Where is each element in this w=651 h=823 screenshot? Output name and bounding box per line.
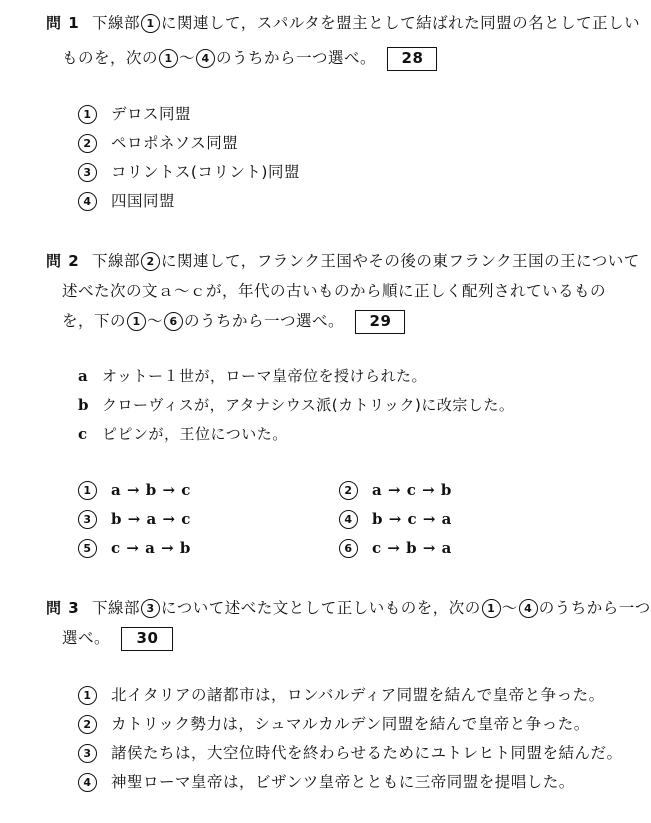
option-number: 6 — [339, 539, 358, 558]
option-number: 3 — [78, 163, 97, 182]
option-number: 3 — [78, 744, 97, 763]
q2-option-2[interactable] — [338, 481, 452, 500]
q2-statement-a — [78, 365, 427, 386]
option-number: 1 — [78, 481, 97, 500]
option-number: 4 — [78, 192, 97, 211]
q2-text-line2: 述べた次の文ａ〜ｃが，年代の古いものから順に正しく配列されているもの — [62, 282, 607, 300]
option-number: 2 — [78, 134, 97, 153]
q2-text-line3 — [62, 309, 405, 334]
q1-text-1a: 下線部 — [92, 14, 141, 32]
option-text: ペロポネソス同盟 — [111, 134, 239, 152]
q3-label: 問 3 — [46, 599, 80, 617]
option-text: c → b → a — [372, 539, 452, 557]
option-text: a → b → c — [111, 481, 191, 499]
q3-option-4[interactable] — [77, 770, 575, 792]
option-number: 2 — [78, 715, 97, 734]
q2-text-3a: を，下の — [62, 312, 127, 330]
q1-answer-box[interactable]: 28 — [387, 47, 437, 71]
statement-label: b — [78, 396, 89, 414]
q2-range-end: 6 — [164, 312, 183, 331]
q3-option-2[interactable] — [77, 712, 590, 734]
option-number: 1 — [78, 105, 97, 124]
q1-range-start: 1 — [159, 49, 178, 68]
q3-text-line1 — [92, 596, 651, 618]
q2-tilde: 〜 — [147, 312, 164, 330]
q2-option-5[interactable] — [77, 539, 191, 558]
statement-label: a — [78, 367, 89, 385]
q3-answer-box[interactable]: 30 — [121, 627, 173, 651]
q1-text-1b: に関連して，スパルタを盟主として結ばれた同盟の名として正しい — [161, 14, 641, 32]
q3-range-end: 4 — [519, 599, 538, 618]
q1-option-4[interactable] — [77, 189, 175, 211]
q1-label: 問 1 — [46, 14, 80, 32]
option-text: a → c → b — [372, 481, 452, 499]
q2-option-3[interactable] — [77, 510, 191, 529]
q3-option-3[interactable] — [77, 741, 623, 763]
q1-option-2[interactable] — [77, 131, 238, 153]
q2-option-1[interactable] — [77, 481, 191, 500]
option-text: 北イタリアの諸都市は，ロンバルディア同盟を結んで皇帝と争った。 — [111, 686, 605, 704]
option-text: コリントス(コリント)同盟 — [111, 163, 300, 181]
q1-tilde: 〜 — [179, 49, 196, 67]
option-number: 1 — [78, 686, 97, 705]
option-text: デロス同盟 — [111, 105, 192, 123]
statement-label: c — [78, 425, 88, 443]
q2-label: 問 2 — [46, 252, 80, 270]
statement-text: ピピンが，王位についた。 — [102, 425, 288, 443]
q2-statement-b — [78, 394, 514, 415]
q2-text-3b: のうちから一つ選べ。 — [184, 312, 345, 330]
option-number: 4 — [339, 510, 358, 529]
q1-text-line2 — [62, 46, 437, 71]
underline-marker-1: 1 — [141, 14, 160, 33]
option-number: 3 — [78, 510, 97, 529]
q2-answer-box[interactable]: 29 — [355, 310, 405, 334]
underline-marker-2: 2 — [141, 252, 160, 271]
q3-option-1[interactable] — [77, 683, 605, 705]
q3-text-1b: について述べた文として正しいものを，次の — [161, 599, 481, 617]
statement-text: オットー１世が，ローマ皇帝位を授けられた。 — [102, 367, 428, 385]
q2-statement-c — [78, 423, 288, 444]
q1-range-end: 4 — [196, 49, 215, 68]
q1-text-2a: ものを，次の — [62, 49, 159, 67]
underline-marker-3: 3 — [141, 599, 160, 618]
option-text: b → a → c — [111, 510, 191, 528]
option-number: 4 — [78, 773, 97, 792]
q3-range-start: 1 — [482, 599, 501, 618]
option-text: c → a → b — [111, 539, 191, 557]
q3-text-1c: のうちから一つ — [538, 599, 651, 617]
statement-text: クローヴィスが，アタナシウス派(カトリック)に改宗した。 — [102, 396, 515, 414]
q1-text-line1 — [92, 11, 640, 33]
option-number: 2 — [339, 481, 358, 500]
option-text: 神聖ローマ皇帝は，ビザンツ皇帝とともに三帝同盟を提唱した。 — [111, 773, 575, 791]
q3-text-line2 — [62, 626, 173, 651]
q3-tilde: 〜 — [501, 599, 518, 617]
option-text: 四国同盟 — [111, 192, 176, 210]
q1-text-2b: のうちから一つ選べ。 — [216, 49, 377, 67]
option-text: 諸侯たちは，大空位時代を終わらせるためにユトレヒト同盟を結んだ。 — [111, 744, 623, 762]
q2-option-4[interactable] — [338, 510, 452, 529]
q3-text-2: 選べ。 — [62, 629, 111, 647]
q1-option-1[interactable] — [77, 102, 191, 124]
option-number: 5 — [78, 539, 97, 558]
q2-option-6[interactable] — [338, 539, 452, 558]
q1-option-3[interactable] — [77, 160, 300, 182]
q2-text-1a: 下線部 — [92, 252, 141, 270]
q2-text-1b: に関連して，フランク王国やその後の東フランク王国の王について — [161, 252, 640, 270]
option-text: カトリック勢力は，シュマルカルデン同盟を結んで皇帝と争った。 — [111, 715, 590, 733]
q2-range-start: 1 — [127, 312, 146, 331]
q3-text-1a: 下線部 — [92, 599, 141, 617]
option-text: b → c → a — [372, 510, 452, 528]
q2-text-line1 — [92, 249, 640, 271]
